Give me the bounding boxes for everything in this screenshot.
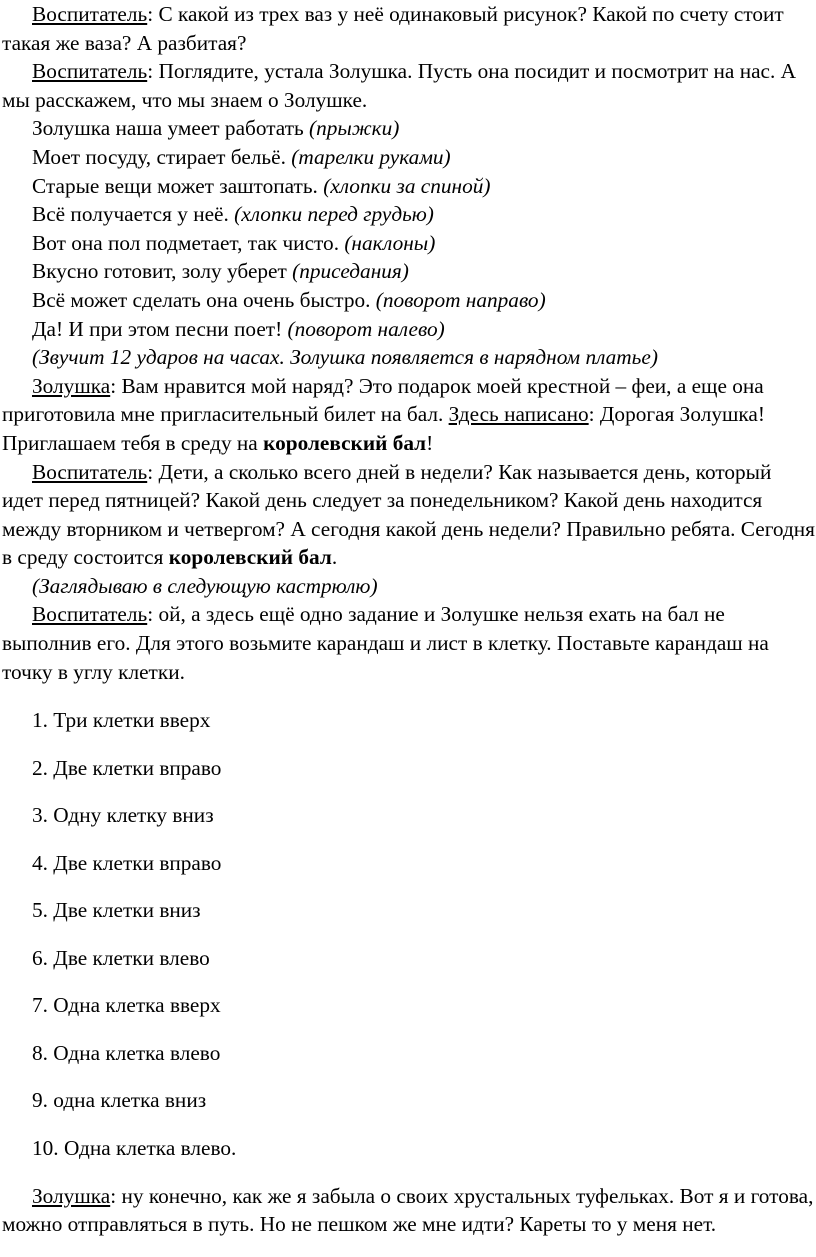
stage-direction: (Звучит 12 ударов на часах. Золушка появляется в нарядном платье) <box>32 345 658 370</box>
list-item: 4. Две клетки вправо <box>32 850 222 875</box>
list-item: 1. Три клетки вверх <box>32 708 211 733</box>
paragraph-6: Золушка: ну конечно, как же я забыла о своих хрустальных туфельках. Вот я и готова, можно отправляться в путь. Но не пешком же мне идти? Кареты то у меня нет. <box>2 1183 814 1237</box>
speaker-name: Воспитатель <box>32 59 148 84</box>
list-item: 10. Одна клетка влево. <box>32 1135 237 1160</box>
list-item: 2. Две клетки вправо <box>32 755 222 780</box>
poem-line: Вот она пол подметает, так чисто. (наклоны) <box>32 230 436 255</box>
speaker-name: Воспитатель <box>32 2 148 26</box>
stage-direction: (Заглядываю в следующую кастрюлю) <box>32 573 378 598</box>
list-item: 5. Две клетки вниз <box>32 898 201 923</box>
paragraph-text: : Поглядите, устала Золушка. Пусть она посидит и посмотрит на нас. А мы расскажем, что мы знаем о Золушке. <box>2 59 797 112</box>
bold-phrase: королевский бал <box>263 430 427 455</box>
poem-line: Золушка наша умеет работать (прыжки) <box>32 116 400 141</box>
speaker-name: Золушка <box>32 1183 111 1208</box>
action-note: (хлопки перед грудью) <box>234 202 434 227</box>
poem-line: Моет посуду, стирает бельё. (тарелки руками) <box>32 144 451 169</box>
bold-phrase: королевский бал <box>168 545 332 570</box>
paragraph-3: Золушка: Вам нравится мой наряд? Это подарок моей крестной – феи, а еще она приготовила мне пригласительный билет на бал. Здесь написано: Дорогая Золушка! Приглашаем тебя в среду на королевский бал! <box>2 373 765 455</box>
action-note: (поворот направо) <box>375 287 546 312</box>
action-note: (приседания) <box>292 259 409 284</box>
speaker-name: Золушка <box>32 373 111 398</box>
action-note: (хлопки за спиной) <box>323 173 491 198</box>
poem-line: Всё получается у неё. (хлопки перед грудью) <box>32 202 434 227</box>
list-item: 6. Две клетки влево <box>32 945 210 970</box>
list-item: 7. Одна клетка вверх <box>32 993 221 1018</box>
poem <box>2 114 816 343</box>
steps-list <box>2 706 816 1162</box>
speaker-name: Воспитатель <box>32 602 148 627</box>
action-note: (тарелки руками) <box>291 144 451 169</box>
poem-line: Всё может сделать она очень быстро. (поворот направо) <box>32 287 546 312</box>
paragraph-4: Воспитатель: Дети, а сколько всего дней в недели? Как называется день, который идет перед пятницей? Какой день следует за понедельником? Какой день находится между вторником и четвергом? А сегодня какой день недели? Правильно ребята. Сегодня в среду состоится королевский бал. <box>2 459 815 570</box>
underlined-phrase: Здесь написано <box>448 402 589 427</box>
action-note: (прыжки) <box>309 116 400 141</box>
poem-line: Вкусно готовит, золу уберет (приседания) <box>32 259 409 284</box>
list-item: 9. одна клетка вниз <box>32 1088 207 1113</box>
poem-line: Старые вещи может заштопать. (хлопки за спиной) <box>32 173 491 198</box>
paragraph-1 <box>2 0 816 57</box>
action-note: (наклоны) <box>344 230 436 255</box>
poem-line: Да! И при этом песни поет! (поворот налево) <box>32 316 445 341</box>
list-item: 8. Одна клетка влево <box>32 1040 221 1065</box>
speaker-name: Воспитатель <box>32 459 148 484</box>
paragraph-text: : С какой из трех ваз у неё одинаковый рисунок? Какой по счету стоит такая же ваза? А разбитая? <box>2 2 784 55</box>
paragraph-2 <box>2 57 816 114</box>
action-note: (поворот налево) <box>287 316 445 341</box>
list-item: 3. Одну клетку вниз <box>32 803 214 828</box>
paragraph-5: Воспитатель: ой, а здесь ещё одно задание и Золушке нельзя ехать на бал не выполнив его. Для этого возьмите карандаш и лист в клетку. Поставьте карандаш на точку в углу клетки. <box>2 602 769 684</box>
